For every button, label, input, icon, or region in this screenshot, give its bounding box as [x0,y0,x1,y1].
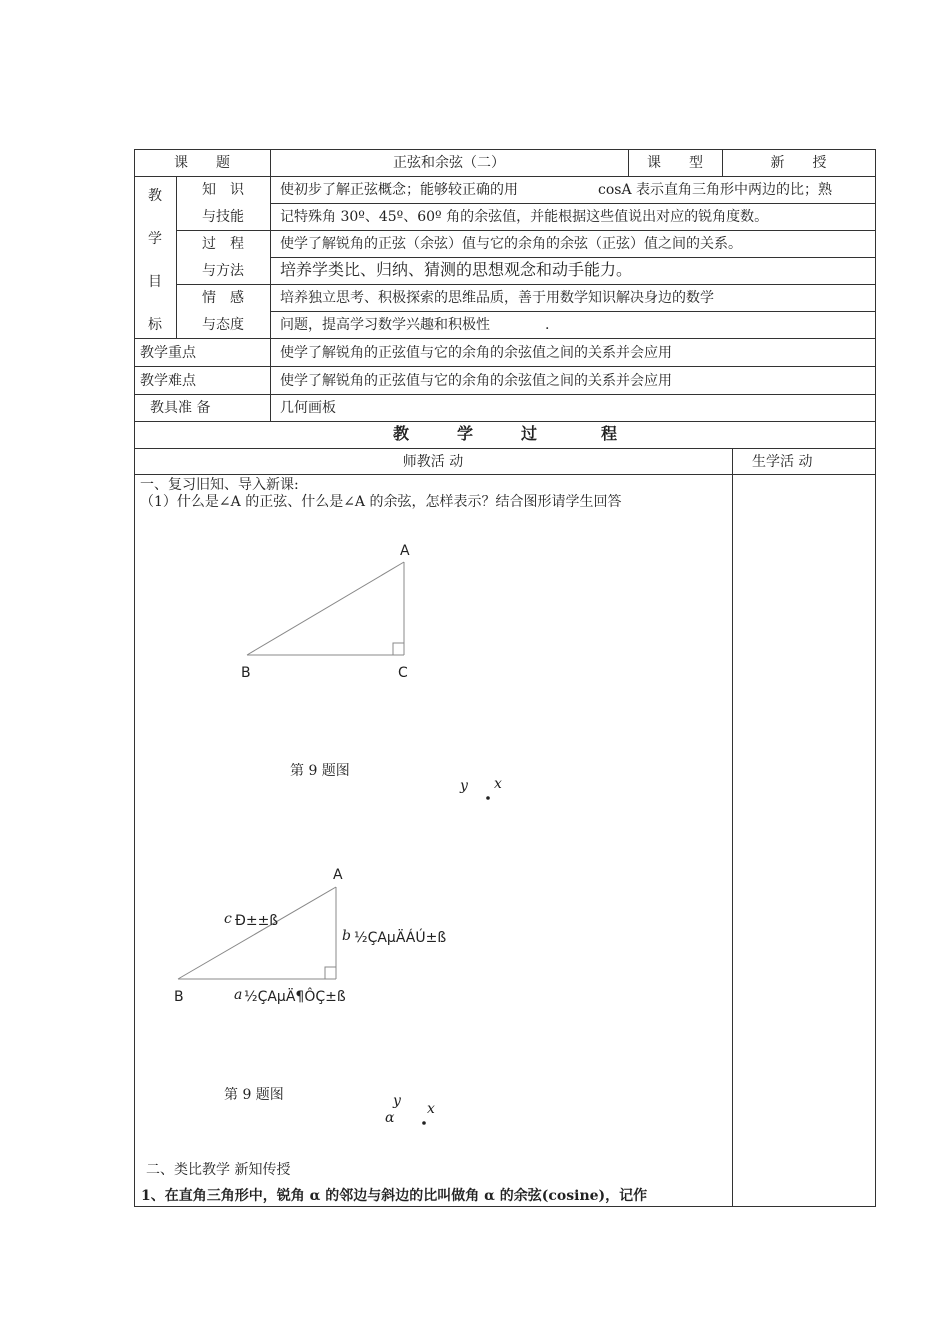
fig2-side-b-label: ½ÇAµÄÁÚ±ß [354,930,447,946]
objectives-group-char: 学 [148,231,162,247]
fig1-axis-x: x [494,776,502,792]
fig2-vertex-b: B [174,989,184,1005]
key-point-text: 使学了解锐角的正弦值与它的余角的余弦值之间的关系并会应用 [280,345,672,361]
emotion-text-dot: . [545,317,550,333]
key-point-label: 教学重点 [140,345,196,361]
objectives-group-char: 教 [148,188,162,204]
knowledge-label: 与技能 [202,209,244,225]
process-label: 过 程 [202,236,244,252]
fig2-axis-x: x [427,1101,435,1117]
knowledge-text: 使初步了解正弦概念；能够较正确的用 [280,182,518,198]
knowledge-text: 记特殊角 30º、45º、60º 角的余弦值，并能根据这些值说出对应的锐角度数。 [280,209,769,225]
emotion-label: 与态度 [202,317,244,333]
fig2-vertex-a: A [333,867,343,883]
fig2-angle-alpha: α [385,1110,395,1126]
fig2-axis-y: y [393,1093,401,1109]
section2-title: 二、类比教学 新知传授 [146,1162,291,1178]
review-question: （1）什么是∠A 的正弦、什么是∠A 的余弦，怎样表示？结合图形请学生回答 [140,494,622,510]
fig2-side-c: c [224,911,232,927]
objectives-group-char: 目 [148,274,162,290]
fig1-vertex-c: C [398,665,408,681]
tools-label: 教具准 备 [150,400,211,416]
process-title: 教 学 过 程 [392,424,617,443]
tools-text: 几何画板 [280,400,336,416]
process-text: 培养学类比、归纳、猜测的思想观念和动手能力。 [280,260,633,279]
fig1-axis-y: y [460,778,468,794]
type-label: 课 型 [647,155,703,171]
fig2-caption: 第 9 题图 [224,1087,284,1103]
emotion-text: 培养独立思考、积极探索的思维品质，善于用数学知识解决身边的数学 [280,290,714,306]
fig1-vertex-b: B [241,665,251,681]
knowledge-text: cosA 表示直角三角形中两边的比；熟 [598,182,833,198]
fig2-side-a: a [234,987,243,1003]
fig2-side-c-label: Ð±±ß [235,913,279,929]
fig1-caption: 第 9 题图 [290,763,350,779]
emotion-label: 情 感 [202,290,244,306]
difficult-point-label: 教学难点 [140,373,196,389]
fig1-vertex-a: A [400,543,410,559]
fig2-side-a-label: ½ÇAµÄ¶ÔÇ±ß [244,989,346,1005]
teacher-column-header: 师教活 动 [402,454,464,470]
process-label: 与方法 [202,263,244,279]
emotion-text: 问题，提高学习数学兴趣和积极性 [280,317,490,333]
type-value: 新 授 [770,155,827,171]
topic-label: 课 题 [174,155,230,171]
objectives-group-char: 标 [148,317,162,333]
cosine-definition: 1、在直角三角形中，锐角 α 的邻边与斜边的比叫做角 α 的余弦(cosine)，记作 [141,1188,648,1204]
fig2-side-b: b [342,928,351,944]
difficult-point-text: 使学了解锐角的正弦值与它的余角的余弦值之间的关系并会应用 [280,373,672,389]
knowledge-label: 知 识 [202,182,244,198]
process-text: 使学了解锐角的正弦（余弦）值与它的余角的余弦（正弦）值之间的关系。 [280,236,742,252]
student-column-header: 生学活 动 [752,454,813,470]
section1-title: 一、复习旧知、导入新课: [140,477,299,493]
topic-value: 正弦和余弦（二） [393,155,505,171]
